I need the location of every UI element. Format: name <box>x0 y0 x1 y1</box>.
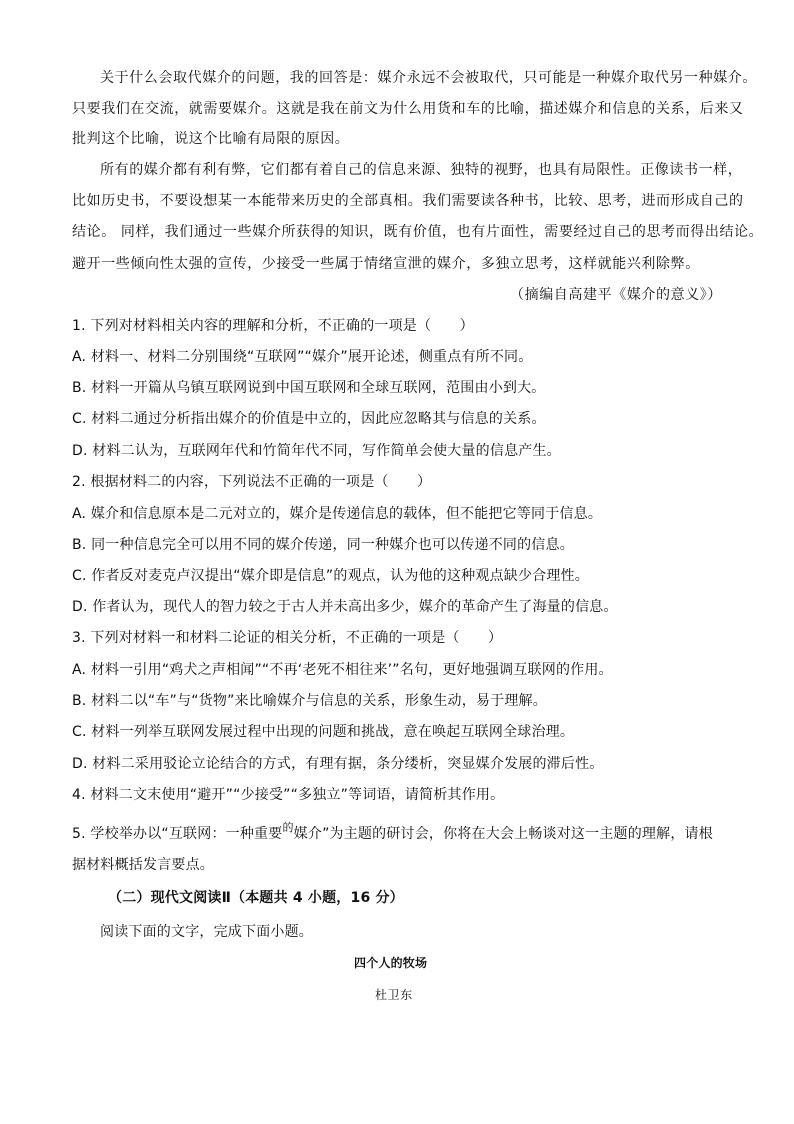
paragraph-1-line-3: 批判这个比喻，说这个比喻有局限的原因。 <box>72 131 350 147</box>
paragraph-1-line-2: 只要我们在交流，就需要媒介。这就是我在前文为什么用货和车的比喻，描述媒介和信息的关系，后来又 <box>72 101 744 117</box>
question-1-option-b: B. 材料一开篇从乌镇互联网说到中国互联网和全球互联网，范围由小到大。 <box>72 380 546 396</box>
question-3-option-c: C. 材料一列举互联网发展过程中出现的问题和挑战，意在唤起互联网全球治理。 <box>72 724 575 740</box>
question-2-option-d: D. 作者认为，现代人的智力较之于古人并未高出多少，媒介的革命产生了海量的信息。 <box>72 599 618 615</box>
question-2-option-b: B. 同一种信息完全可以用不同的媒介传递，同一种媒介也可以传递不同的信息。 <box>72 537 574 553</box>
paragraph-2-line-4: 避开一些倾向性太强的宣传，少接受一些属于情绪宣泄的媒介，多独立思考，这样就能兴利除弊。 <box>72 256 700 272</box>
question-5-line-1 <box>72 821 713 843</box>
question-2-option-c: C. 作者反对麦克卢汉提出“媒介即是信息”的观点，认为他的这种观点缺少合理性。 <box>72 568 589 584</box>
question-5-part-1: 5. 学校举办以“互联网：一种重要 <box>72 826 283 842</box>
question-5-superscript: 的 <box>282 821 294 834</box>
question-5-line-2: 据材料概括发言要点。 <box>72 857 214 873</box>
source-citation: （摘编自高建平《媒介的意义》） <box>510 287 722 303</box>
question-2-stem: 2. 根据材料二的内容，下列说法不正确的一项是（ ） <box>72 474 432 490</box>
question-1-option-d: D. 材料二认为，互联网年代和竹简年代不同，写作简单会使大量的信息产生。 <box>72 443 561 459</box>
question-5-part-2: 媒介”为主题的研讨会，你将在大会上畅谈对这一主题的理解，请根 <box>293 826 713 842</box>
question-3-option-b: B. 材料二以“车”与“货物”来比喻媒介与信息的关系，形象生动，易于理解。 <box>72 693 547 709</box>
question-1-option-a: A. 材料一、材料二分别围绕“互联网”“媒介”展开论述，侧重点有所不同。 <box>72 349 533 365</box>
section-instruction: 阅读下面的文字，完成下面小题。 <box>100 924 313 940</box>
paragraph-2-line-1: 所有的媒介都有利有弊，它们都有着自己的信息来源、独特的视野，也具有局限性。正像读书一样， <box>100 162 743 178</box>
question-1-stem: 1. 下列对材料相关内容的理解和分析，不正确的一项是（ ） <box>72 318 474 334</box>
paragraph-1-line-1: 关于什么会取代媒介的问题，我的回答是：媒介永远不会被取代，只可能是一种媒介取代另一种媒介。 <box>100 70 757 86</box>
question-3-option-d: D. 材料二采用驳论立论结合的方式，有理有据，条分缕析，突显媒介发展的滞后性。 <box>72 756 604 772</box>
story-title: 四个人的牧场 <box>354 956 428 970</box>
question-1-option-c: C. 材料二通过分析指出媒介的价值是中立的，因此应忽略其与信息的关系。 <box>72 411 546 427</box>
question-4-stem: 4. 材料二文末使用“避开”“少接受”“多独立”等词语，请简析其作用。 <box>72 787 505 803</box>
paragraph-2-line-3: 结论。 同样，我们通过一些媒介所获得的知识，既有价值，也有片面性，需要经过自己的思考而得出结论。 <box>72 224 764 240</box>
question-2-option-a: A. 媒介和信息原本是二元对立的，媒介是传递信息的载体，但不能把它等同于信息。 <box>72 506 603 522</box>
section-heading: （二）现代文阅读Ⅱ（本题共 4 小题，16 分） <box>108 890 404 906</box>
story-author: 杜卫东 <box>375 988 413 1002</box>
question-3-stem: 3. 下列对材料一和材料二论证的相关分析，不正确的一项是（ ） <box>72 630 503 646</box>
question-3-option-a: A. 材料一引用“鸡犬之声相闻”“不再‘老死不相往来’”名句，更好地强调互联网的作用。 <box>72 662 613 678</box>
paragraph-2-line-2: 比如历史书，不要设想某一本能带来历史的全部真相。我们需要读各种书，比较、思考，进而形成自己的 <box>72 193 744 209</box>
